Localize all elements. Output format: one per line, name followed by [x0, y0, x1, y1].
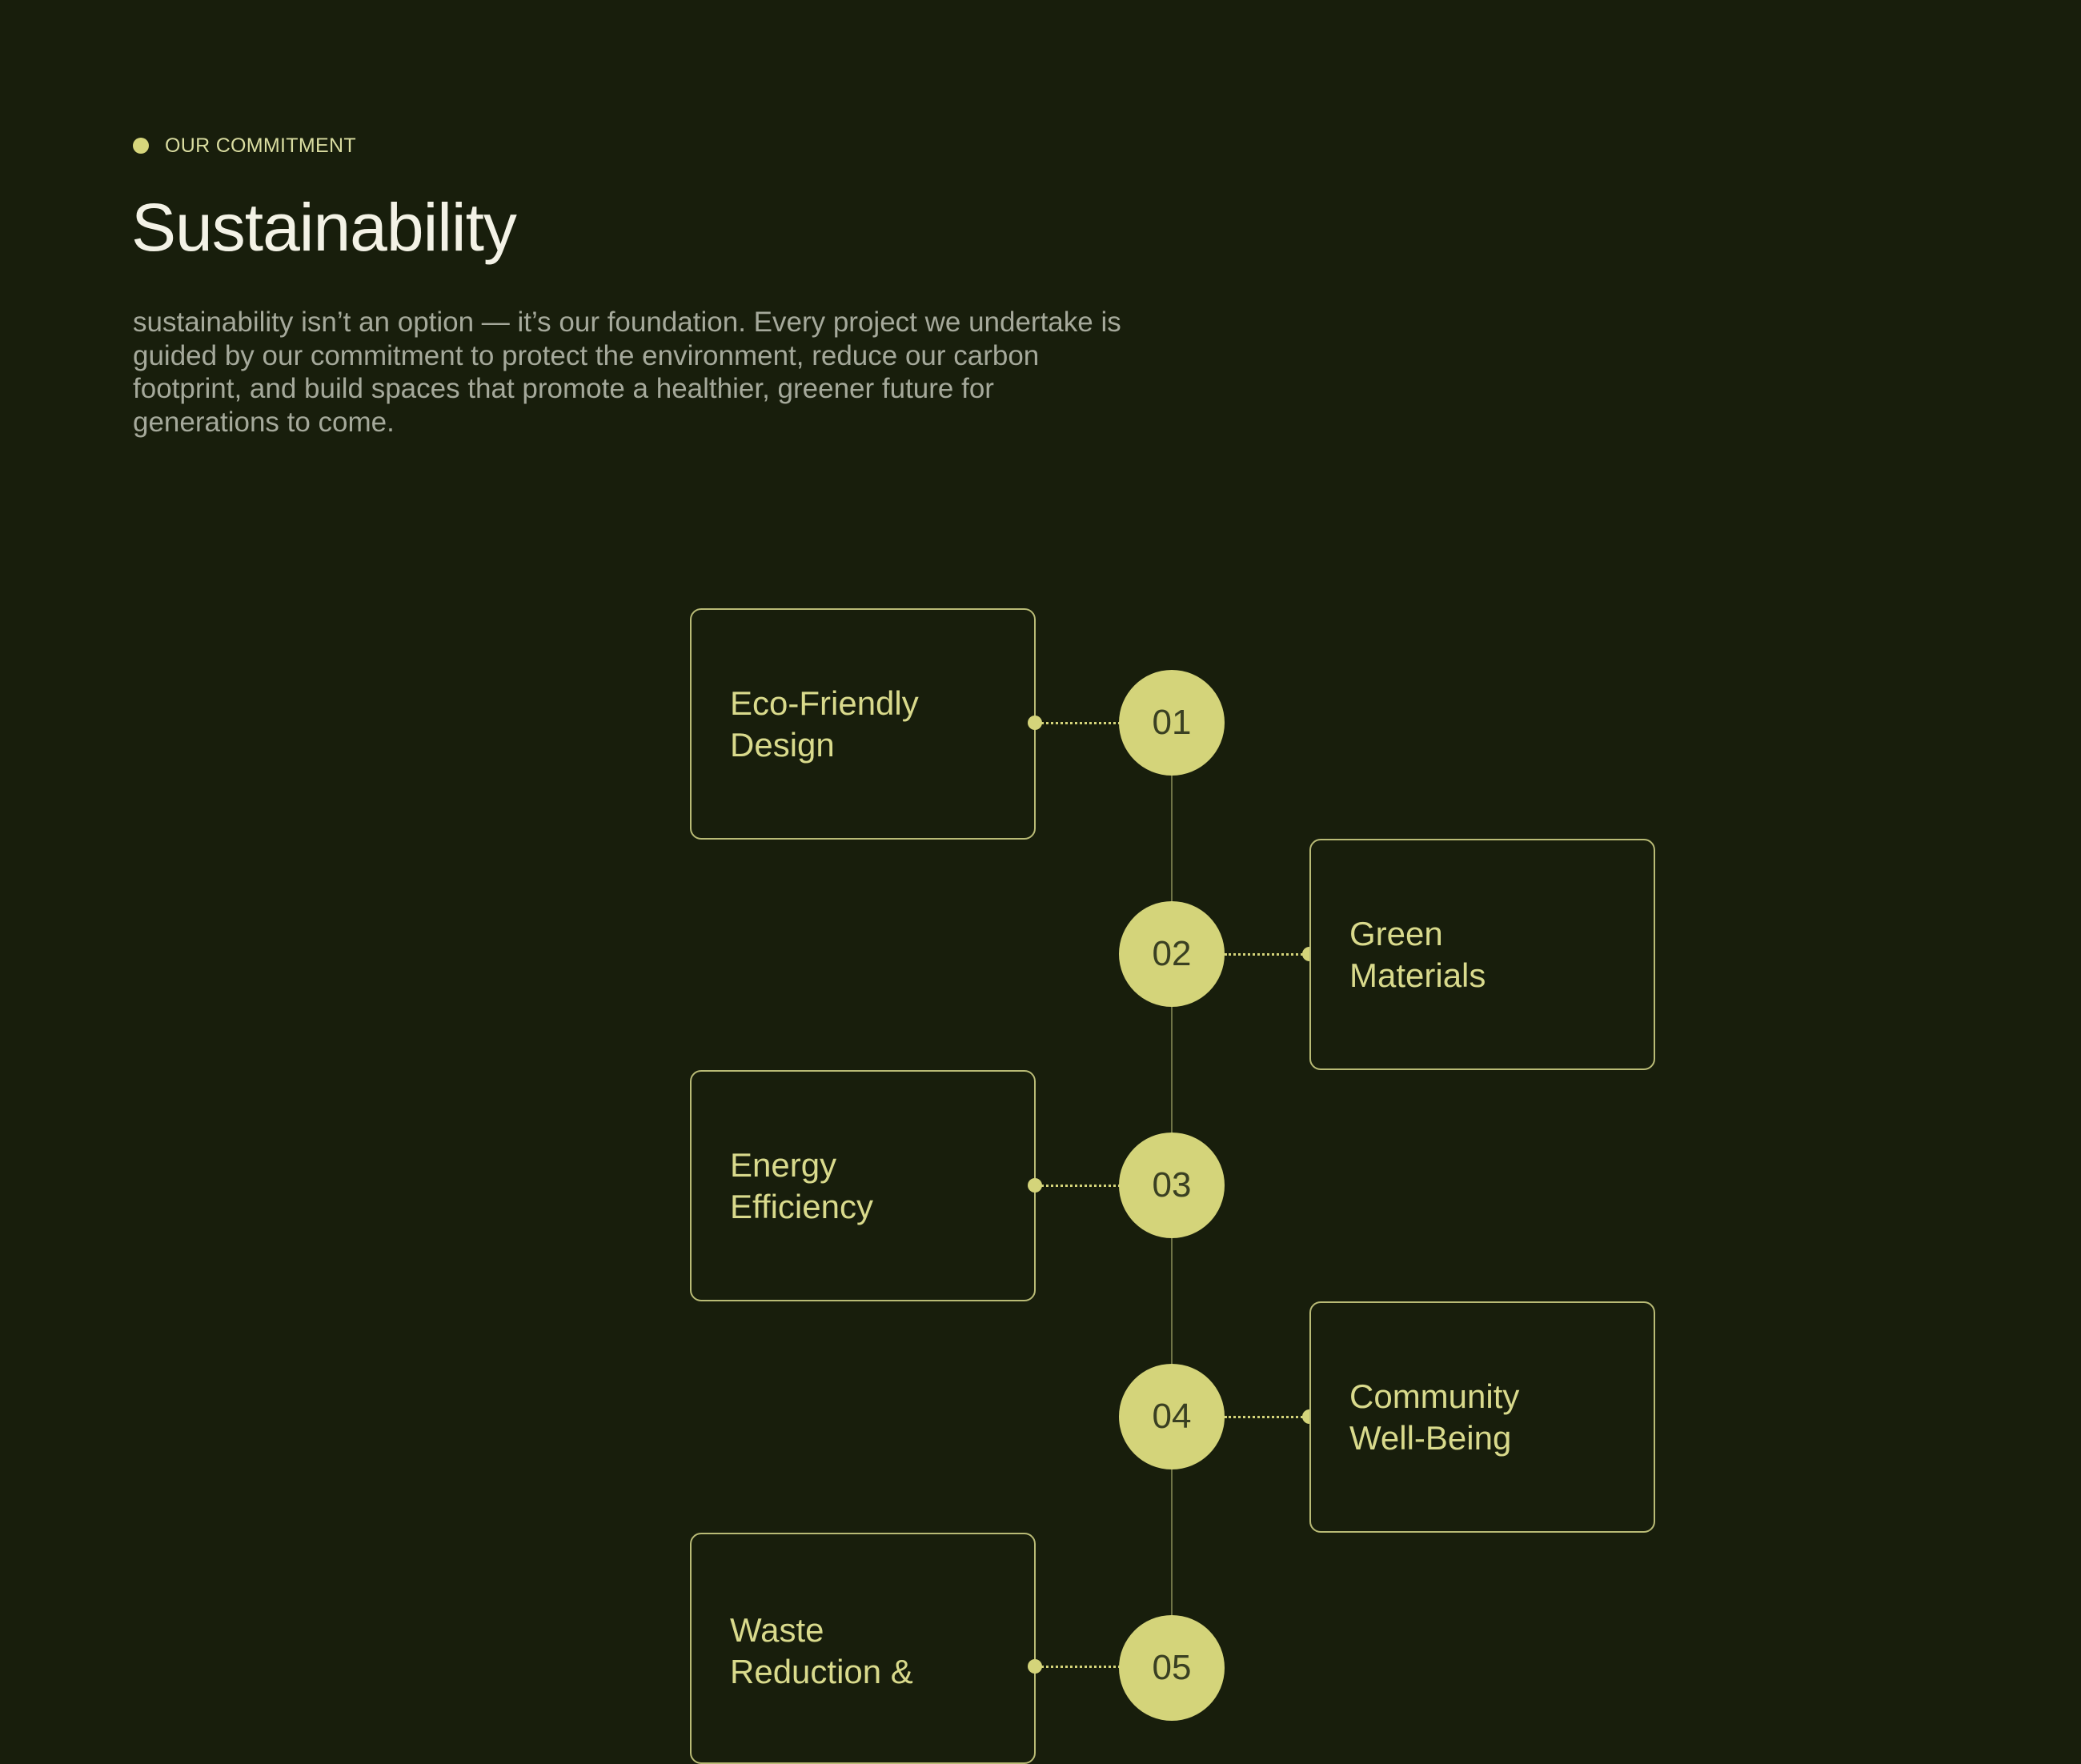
timeline-card-label: Energy Efficiency: [730, 1145, 873, 1225]
section-description: sustainability isn’t an option — it’s our foundation. Every project we undertake is guided by our commitment to protect the environment, reduce our carbon footprint, and build spaces that promote a healthier, greener future for generations to come.: [133, 307, 1121, 438]
section-eyebrow: [133, 133, 356, 158]
eyebrow-label: OUR COMMITMENT: [165, 134, 356, 157]
dotted-connector: [1037, 722, 1121, 724]
page-title: Sustainability: [131, 190, 516, 265]
timeline-card-community-well-being[interactable]: [1309, 1301, 1655, 1533]
step-badge-04: [1119, 1364, 1225, 1469]
dotted-connector: [1037, 1666, 1121, 1668]
timeline-card-label: Community Well-Being: [1349, 1377, 1520, 1457]
timeline-card-eco-friendly-design[interactable]: [690, 608, 1036, 840]
step-badge-01: [1119, 670, 1225, 776]
step-badge-05: [1119, 1615, 1225, 1721]
step-badge-03: [1119, 1133, 1225, 1238]
timeline-card-label: Waste Reduction &: [730, 1611, 913, 1690]
timeline-card-energy-efficiency[interactable]: [690, 1070, 1036, 1301]
step-number: 03: [1152, 1165, 1192, 1205]
dotted-connector: [1225, 1416, 1308, 1418]
step-number: 01: [1152, 703, 1192, 742]
bullet-dot-icon: [133, 138, 149, 154]
step-badge-02: [1119, 901, 1225, 1007]
timeline-card-green-materials[interactable]: [1309, 839, 1655, 1070]
timeline-card-waste-reduction[interactable]: [690, 1533, 1036, 1764]
timeline-card-label: Green Materials: [1349, 914, 1486, 994]
step-number: 02: [1152, 934, 1192, 973]
timeline-card-label: Eco-Friendly Design: [730, 684, 919, 764]
dotted-connector: [1225, 953, 1308, 956]
step-number: 04: [1152, 1397, 1192, 1436]
dotted-connector: [1037, 1185, 1121, 1187]
step-number: 05: [1152, 1648, 1192, 1687]
